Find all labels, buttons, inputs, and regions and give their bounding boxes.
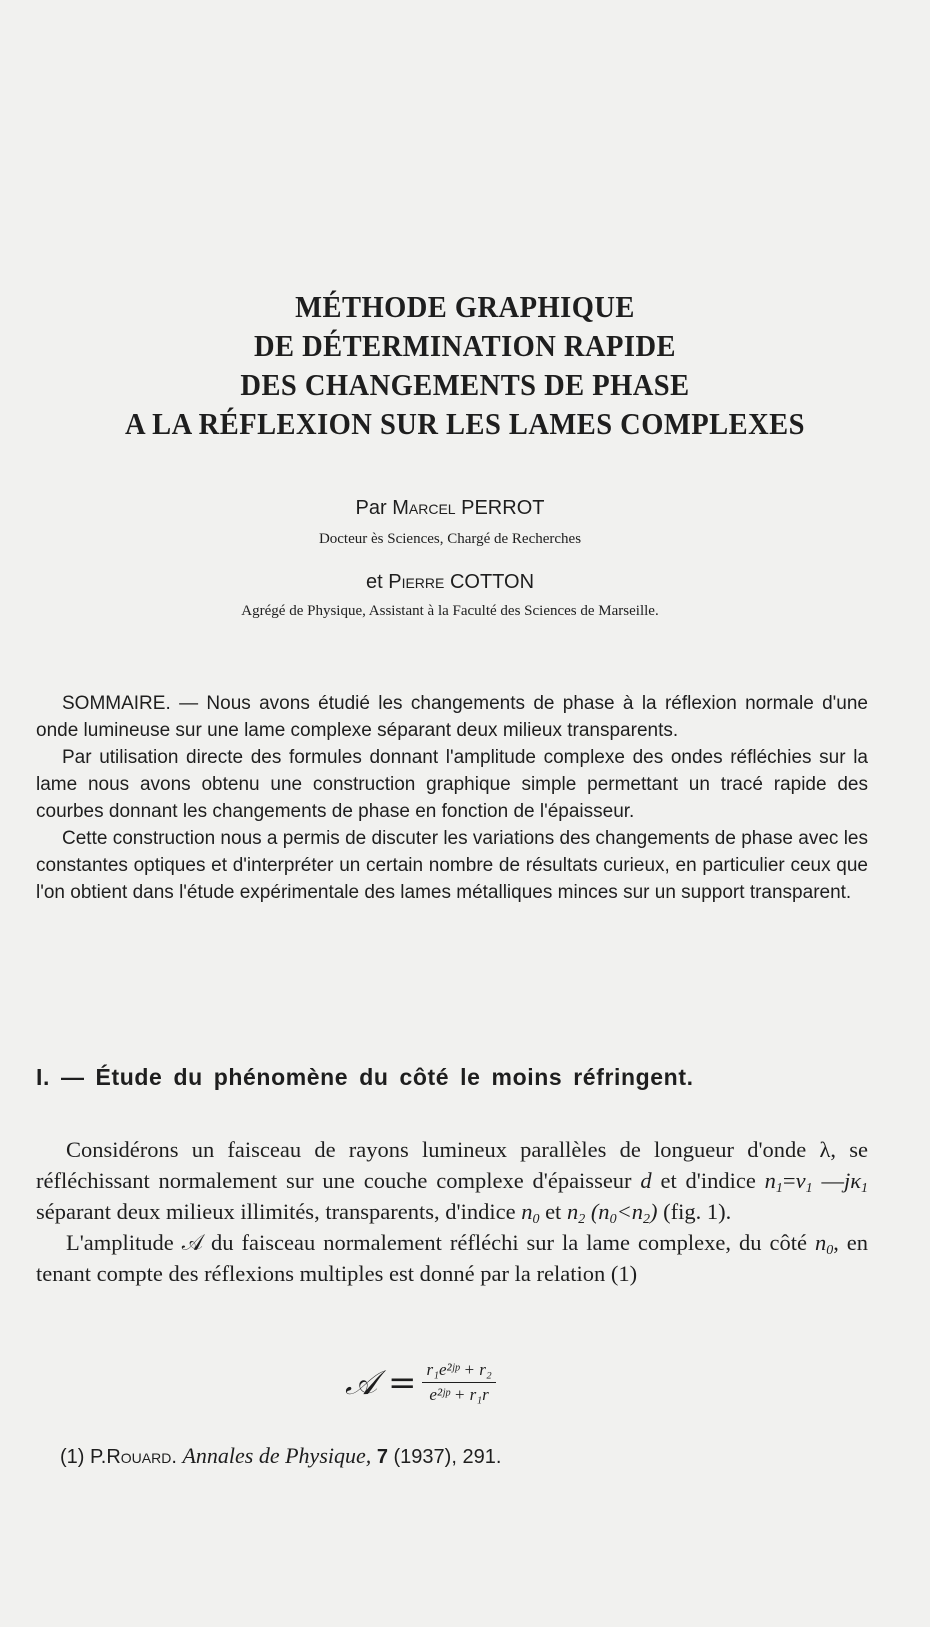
abstract-paragraph: Cette construction nous a permis de discuter les variations des changements de phase avec les constantes optiques et d'interpréter un certain nombre de résultats curieux, en particulier ceux que l'on obtient dans l'étude expérimentale des lames métalliques minces sur un support transparent. [36,828,868,903]
author-2-last-name: COTTON [449,571,535,593]
equation-fraction [422,1360,495,1405]
footnote-volume: 7 [376,1446,388,1468]
article-title [37,287,893,443]
abstract [36,690,868,906]
math-amplitude-symbol: 𝒜 [181,1230,204,1255]
math-n: n [814,1230,827,1255]
equation-denominator: e²ʲᵖ + r₁r [429,1385,489,1404]
equation [345,1360,496,1405]
p1-text-a: Considérons un faisceau de rayons lumineux parallèles de longueur d'onde λ, se réfléchissant normalement sur une couche complexe d'épaisseur [36,1137,868,1193]
p1-text-and: et [545,1199,562,1224]
math-minus: — [821,1168,844,1193]
math-nu: ν [795,1168,806,1193]
section-heading: I. — Étude du phénomène du côté le moins réfringent. [36,1064,694,1090]
footnote-author-initial: P. [90,1446,107,1468]
author-2-prefix: et [365,571,383,593]
math-n0: $n_0$ [521,1199,540,1227]
abstract-paragraph: SOMMAIRE. — Nous avons étudié les changements de phase à la réflexion normale d'une onde lumineuse sur une lame complexe séparant deux milieux transparents. [36,693,868,741]
body-paragraph-1 [36,1134,868,1227]
author-1-last-name: PERROT [461,497,545,519]
title-line-2: DE DÉTERMINATION RAPIDE [253,328,677,363]
p1-text-b: et d'indice [660,1168,756,1193]
figure-reference: (fig. 1). [663,1199,732,1224]
math-d: d [640,1168,652,1193]
math-jk: jκ [843,1168,861,1193]
footnote-author: Rouard. [106,1446,177,1468]
title-line-4: A LA RÉFLEXION SUR LES LAMES COMPLEXES [125,406,805,441]
math-condition: $(n_0<n_2)$ [590,1199,658,1227]
p1-text-c: séparant deux milieux illimités, transparents, d'indice [36,1199,516,1224]
author-2-first-name: Pierre [388,571,445,593]
math-jk1: $j\kappa_1$ [843,1168,868,1196]
footnote-marker: (1) [60,1446,85,1468]
math-nu1: $\nu_1$ [795,1168,813,1196]
math-cond-open: (n [590,1199,610,1224]
footnote-page: 291. [462,1446,502,1468]
math-equals: = [782,1168,796,1193]
body-text [36,1134,868,1289]
math-n: n [764,1168,776,1193]
equation-numerator: r₁e²ʲᵖ + r₂ [422,1360,495,1383]
footnote-journal: Annales de Physique, [182,1443,372,1468]
math-n1: $n_1$ [764,1168,783,1196]
math-n: n [566,1199,579,1224]
author-1 [0,497,900,520]
author-1-affiliation: Docteur ès Sciences, Chargé de Recherches [318,531,582,547]
math-lt: < [616,1199,632,1224]
footnote [60,1443,501,1469]
author-2-affiliation: Agrégé de Physique, Assistant à la Faculté des Sciences de Marseille. [241,603,659,619]
author-1-first-name: Marcel [392,497,456,519]
footnote-reference: (1) [610,1261,638,1286]
equation-lhs: 𝒜 = [345,1362,417,1403]
p2-text-b: du faisceau normalement réfléchi sur la lame complexe, du côté [211,1230,807,1255]
author-1-prefix: Par [355,497,387,519]
title-line-1: MÉTHODE GRAPHIQUE [295,289,635,324]
body-paragraph-2 [36,1227,868,1289]
math-n: n [521,1199,533,1224]
title-line-3: DES CHANGEMENTS DE PHASE [240,367,690,402]
math-cond-close: ) [650,1199,658,1224]
footnote-year: (1937), [393,1446,457,1468]
abstract-paragraph: Par utilisation directe des formules donnant l'amplitude complexe des ondes réfléchies sur la lame nous avons obtenu une construction graphique simple permettant un tracé rapide des courbes donnant les changements de phase en fonction de l'épaisseur. [36,747,868,822]
p2-text-a: L'amplitude [66,1230,174,1255]
author-2 [0,571,900,594]
math-n2: $n_2$ [566,1199,586,1227]
p2-text-c: , en tenant compte des réflexions multiples est donné par la relation [36,1230,869,1286]
math-n0: $n_0$ [814,1230,834,1258]
